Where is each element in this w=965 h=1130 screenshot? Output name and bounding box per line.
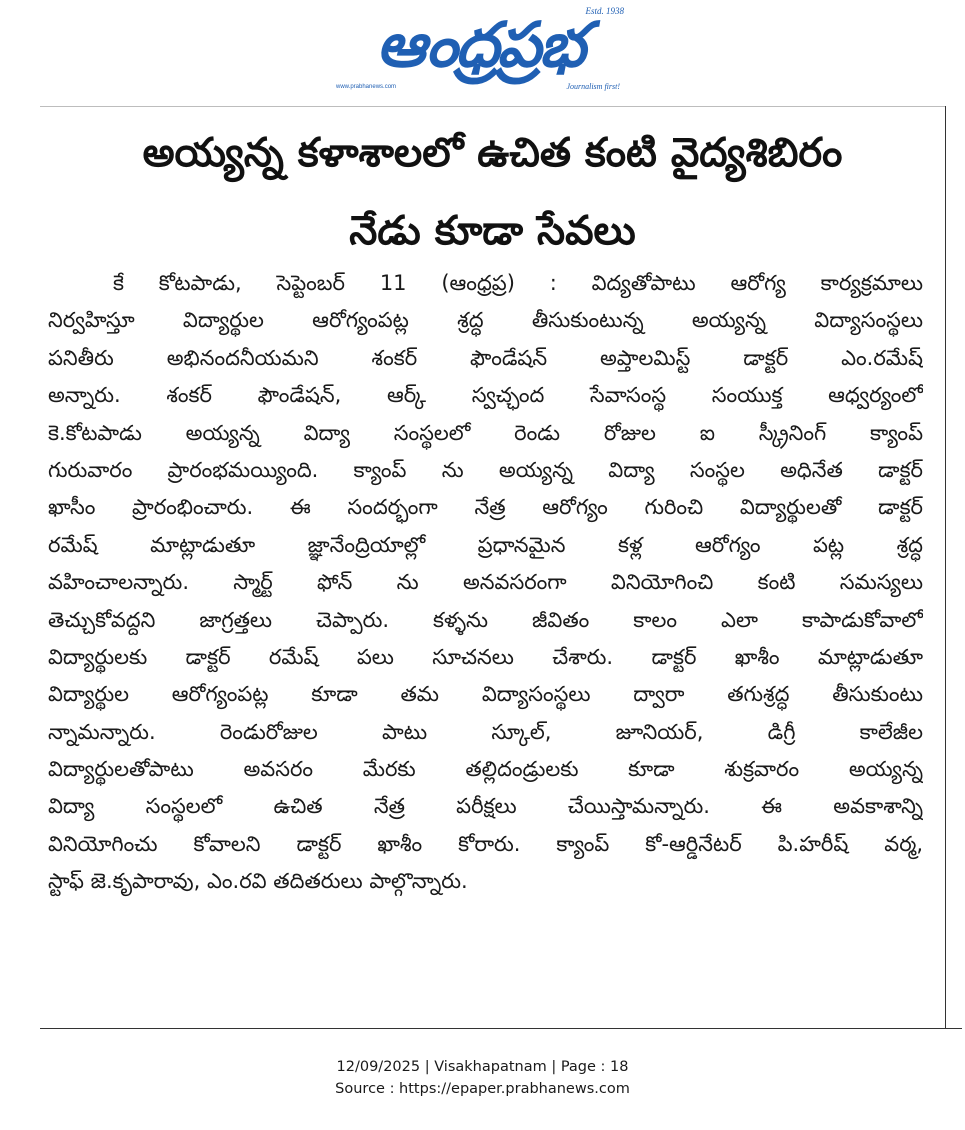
body-line: పనితీరు అభినందనీయమని శంకర్ ఫౌండేషన్ అప్తాలమిస్ట్ డాక్టర్ ఎం.రమేష్ [48,345,923,370]
body-line: విద్యా సంస్థలలో ఉచిత నేత్ర పరీక్షలు చేయిస్తామన్నారు. ఈ అవకాశాన్ని [48,794,923,819]
newspaper-logo: ఆంధ్రప్రభ [376,8,584,81]
edition-info: 12/09/2025 | Visakhapatnam | Page : 18 [336,1059,629,1075]
article-body [48,265,923,901]
body-line: ఖాసీం ప్రారంభించారు. ఈ సందర్భంగా నేత్ర ఆరోగ్యం గురించి విద్యార్థులతో డాక్టర్ [48,495,923,520]
body-line: విద్యార్థులకు డాక్టర్ రమేష్ పలు సూచనలు చేశారు. డాక్టర్ ఖాశీం మాట్లాడుతూ [48,644,923,669]
body-line: రమేష్ మాట్లాడుతూ జ్ఞానేంద్రియాల్లో ప్రధానమైన కళ్ల ఆరోగ్యం పట్ల శ్రద్ధ [48,532,923,557]
page-footer [0,1056,965,1100]
body-line: విద్యార్థుల ఆరోగ్యంపట్ల కూడా తమ విద్యాసంస్థలు ద్వారా తగుశ్రద్ధ తీసుకుంటు [48,682,923,707]
bottom-divider [40,1028,962,1029]
tagline: Journalism first! [566,82,620,91]
masthead [330,4,630,94]
body-line: గురువారం ప్రారంభమయ్యింది. క్యాంప్ ను అయ్యన్న విద్యా సంస్థల అధినేత డాక్టర్ [48,457,923,482]
body-line: కే కోటపాడు, సెప్టెంబర్ 11 (ఆంధ్రప్ర) : విద్యతోపాటు ఆరోగ్య కార్యక్రమాలు [113,271,923,295]
body-line: కె.కోటపాడు అయ్యన్న విద్యా సంస్థలలో రెండు రోజుల ఐ స్క్రీనింగ్ క్యాంప్ [48,420,923,445]
article-subheadline: నేడు కూడా సేవలు [349,208,636,254]
body-line: వహించాలన్నారు. స్మార్ట్ ఫోన్ ను అనవసరంగా వినియోగించి కంటి సమస్యలు [48,570,923,595]
body-line: స్టాఫ్ జె.కృపారావు, ఎం.రవి తదితరులు పాల్గొన్నారు. [48,869,468,894]
body-line: అన్నారు. శంకర్ ఫౌండేషన్, ఆర్క్ స్వచ్ఛంద సేవాసంస్థ సంయుక్త ఆధ్వర్యంలో [48,383,923,408]
column-divider [945,106,946,1028]
body-line: నిర్వహిస్తూ విద్యార్థుల ఆరోగ్యంపట్ల శ్రద్ధ తీసుకుంటున్న అయ్యన్న విద్యాసంస్థలు [48,308,923,333]
body-line: తెచ్చుకోవద్దని జాగ్రత్తలు చెప్పారు. కళ్ళను జీవితం కాలం ఎలా కాపాడుకోవాలో [48,607,923,632]
article-headline: అయ్యన్న కళాశాలలో ఉచిత కంటి వైద్యశిబిరం [142,130,843,176]
source-url: Source : https://epaper.prabhanews.com [335,1081,630,1097]
body-line: విద్యార్థులతోపాటు అవసరం మేరకు తల్లిదండ్రులకు కూడా శుక్రవారం అయ్యన్న [48,757,923,782]
top-divider [40,106,945,107]
established-year: Estd. 1938 [585,6,624,16]
website-url: www.prabhanews.com [336,84,397,90]
body-line: న్నామన్నారు. రెండురోజుల పాటు స్కూల్, జూనియర్, డిగ్రీ కాలేజీల [48,719,923,744]
body-line: వినియోగించు కోవాలని డాక్టర్ ఖాశీం కోరారు. క్యాంప్ కో-ఆర్డినేటర్ పి.హరీష్ వర్మ, [48,831,923,856]
